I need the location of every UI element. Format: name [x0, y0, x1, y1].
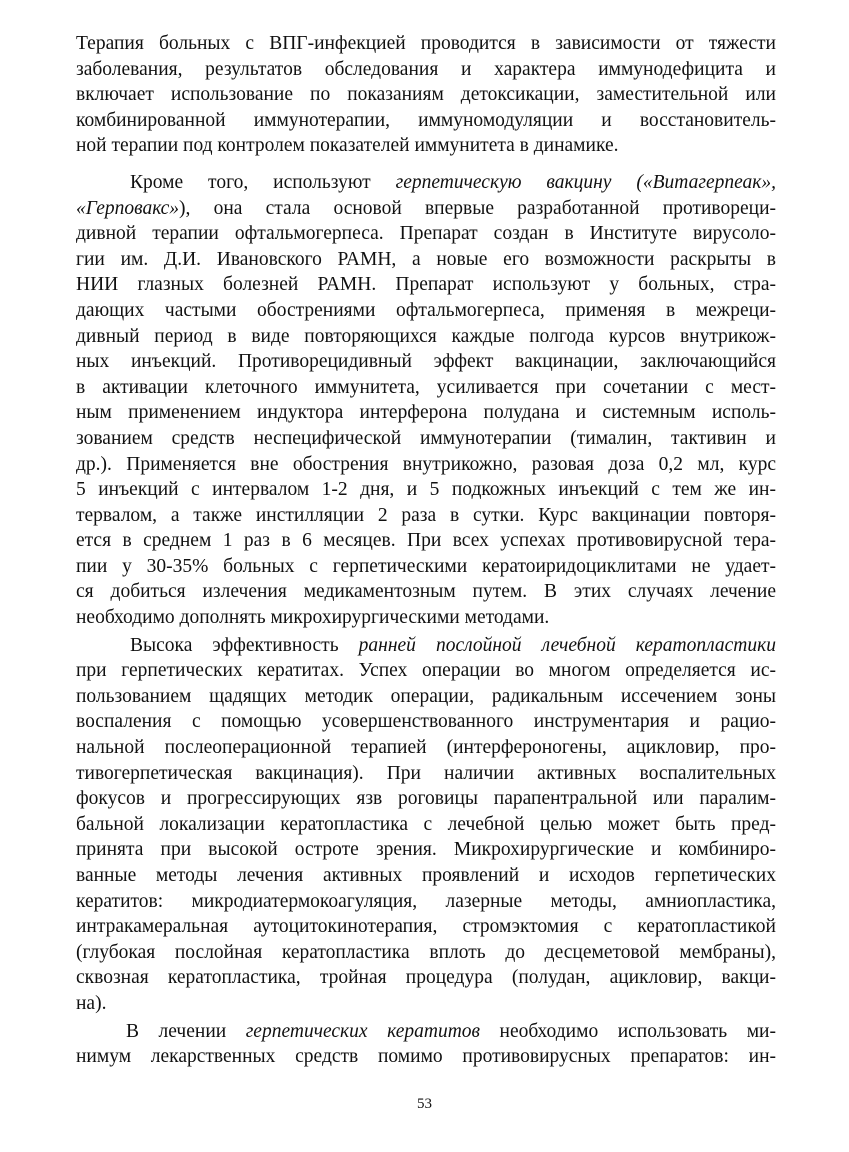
italic-term: герпетических кератитов	[245, 1020, 481, 1042]
text-line: ных инъекций. Противорецидивный эффект вакцинации, заключающийся	[76, 351, 776, 373]
text-line: на).	[76, 992, 107, 1014]
italic-term: ранней послойной лечебной кератопластики	[358, 634, 776, 656]
text-line: (глубокая послойная кератопластика вплоть до десцеметовой мембраны),	[76, 941, 776, 963]
text-line: заболевания, результатов обследования и характера иммунодефицита и	[76, 58, 776, 80]
text-line: В лечении герпетических кератитов необходимо использовать ми-	[126, 1020, 776, 1042]
text-line: фокусов и прогрессирующих язв роговицы парапентральной или паралим-	[76, 788, 776, 810]
text-line: необходимо дополнять микрохирургическими методами.	[76, 607, 550, 629]
text-line: бальной локализации кератопластика с лечебной целью может быть пред-	[76, 813, 776, 835]
text-line: воспаления с помощью усовершенствованного инструментария и рацио-	[76, 711, 776, 733]
text-line: тервалом, а также инстилляции 2 раза в сутки. Курс вакцинации повторя-	[76, 504, 776, 526]
text-line: тивогерпетическая вакцинация). При наличии активных воспалительных	[76, 762, 776, 784]
text-line: ным применением индуктора интерферона полудана и системным исполь-	[76, 402, 776, 424]
text-line: принята при высокой остроте зрения. Микрохирургические и комбиниро-	[76, 839, 776, 861]
text-line: НИИ глазных болезней РАМН. Препарат используют у больных, стра-	[76, 274, 776, 296]
italic-term: «Герповакс»	[76, 197, 180, 219]
text-line: ной терапии под контролем показателей иммунитета в динамике.	[76, 135, 619, 157]
text-line: пии у 30-35% больных с герпетическими кератоиридоциклитами не удает-	[76, 555, 776, 577]
text-line: пользованием щадящих методик операции, радикальным иссечением зоны	[76, 685, 776, 707]
text-line: Кроме того, используют герпетическую вакцину («Витагерпеак»,	[130, 171, 776, 193]
document-page	[76, 31, 776, 1070]
text-line: сквозная кератопластика, тройная процедура (полудан, ацикловир, вакци-	[76, 967, 776, 989]
text-line: дивной терапии офтальмогерпеса. Препарат создан в Институте вирусоло-	[76, 223, 776, 245]
text-line: ся добиться излечения медикаментозным путем. В этих случаях лечение	[76, 581, 776, 603]
text-line: комбинированной иммунотерапии, иммуномодуляции и восстановитель-	[76, 109, 776, 131]
paragraph	[76, 170, 776, 631]
text-line: зованием средств неспецифической иммунотерапии (тималин, тактивин и	[76, 427, 776, 449]
italic-term: герпетическую вакцину («Витагерпеак»,	[395, 171, 776, 193]
text-line: Терапия больных с ВПГ-инфекцией проводится в зависимости от тяжести	[76, 33, 776, 54]
text-line: дивный период в виде повторяющихся каждые полгода курсов внутрикож-	[76, 325, 776, 347]
text-line: ванные методы лечения активных проявлений и исходов герпетических	[76, 865, 776, 886]
text-line: в активации клеточного иммунитета, усиливается при сочетании с мест-	[76, 376, 776, 398]
text-line: «Герповакс»), она стала основой впервые разработанной противореци-	[76, 197, 776, 219]
text-line: др.). Применяется вне обострения внутрикожно, разовая доза 0,2 мл, курс	[76, 453, 776, 475]
paragraph	[76, 31, 776, 159]
text-line: включает использование по показаниям детоксикации, заместительной или	[76, 84, 776, 106]
text-line: кератитов: микродиатермокоагуляция, лазерные методы, амниопластика,	[76, 890, 776, 912]
text-line: дающих частыми обострениями офтальмогерпеса, применяя в межреци-	[76, 299, 776, 321]
text-line: 5 инъекций с интервалом 1-2 дня, и 5 подкожных инъекций с тем же ин-	[76, 479, 776, 501]
page-number: 53	[417, 1096, 432, 1112]
paragraph	[76, 1019, 776, 1070]
text-line: при герпетических кератитах. Успех операции во многом определяется ис-	[76, 660, 776, 682]
text-line: нальной послеоперационной терапией (интерфероногены, ацикловир, про-	[76, 737, 776, 759]
text-line: гии им. Д.И. Ивановского РАМН, а новые его возможности раскрыты в	[76, 248, 776, 270]
paragraph	[76, 633, 776, 1017]
text-line: ется в среднем 1 раз в 6 месяцев. При всех успехах противовирусной тера-	[76, 530, 776, 552]
text-line: нимум лекарственных средств помимо противовирусных препаратов: ин-	[76, 1046, 776, 1068]
text-line: интракамеральная аутоцитокинотерапия, стромэктомия с кератопластикой	[76, 916, 776, 938]
text-line: Высока эффективность ранней послойной лечебной кератопластики	[130, 634, 776, 656]
